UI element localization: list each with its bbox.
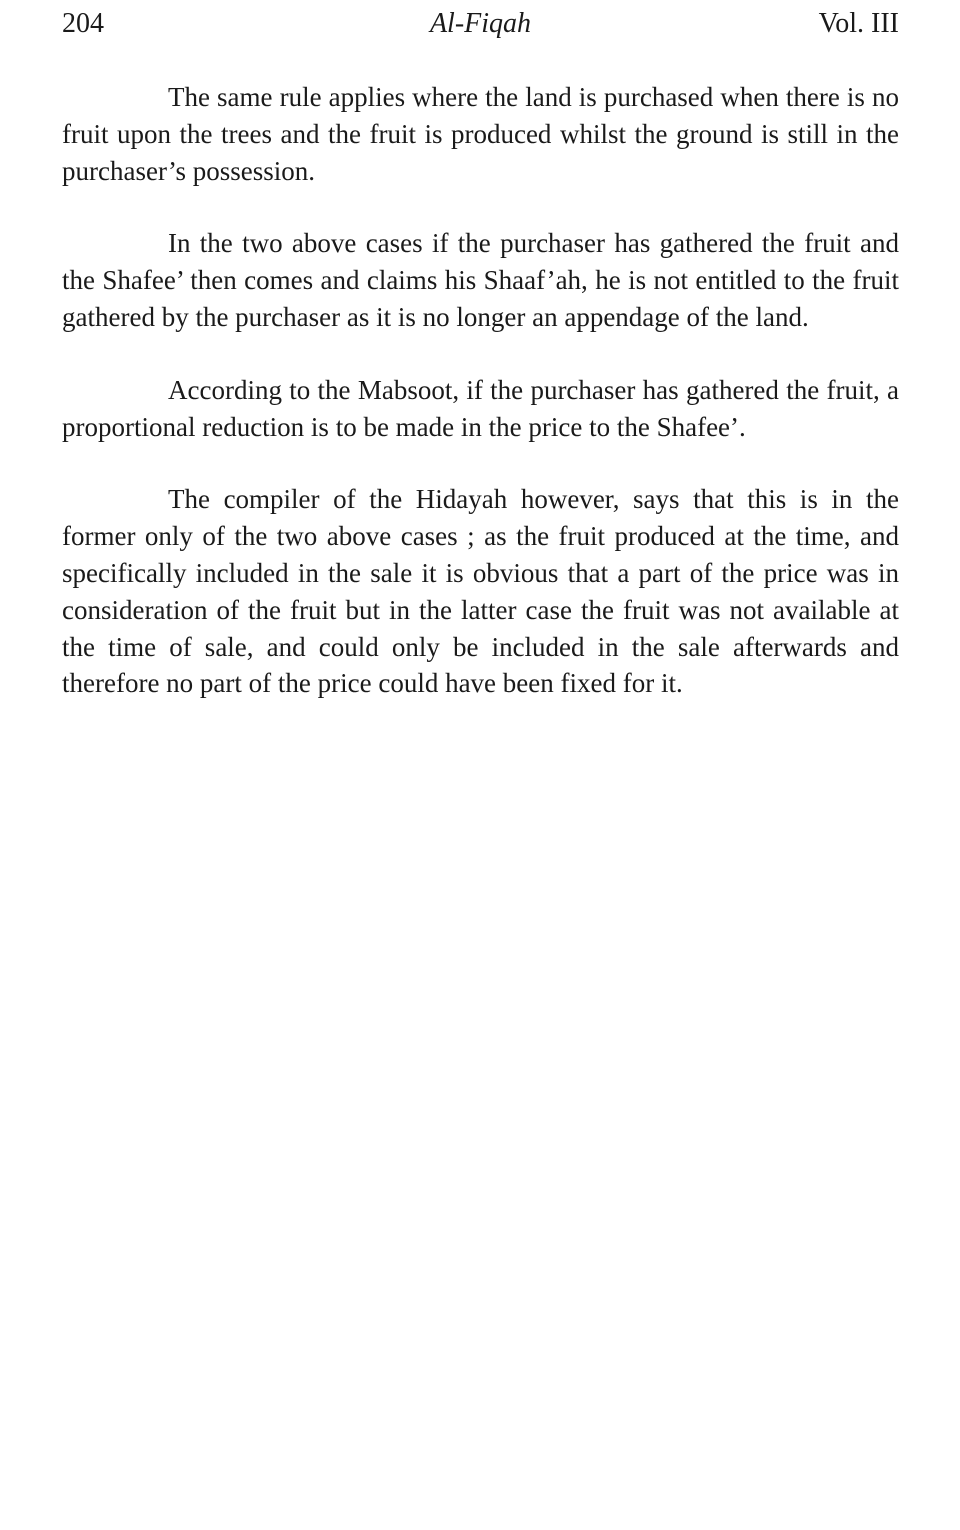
paragraph: The same rule applies where the land is purchased when there is no fruit upon the trees and the fruit is produced whilst the ground is still in the purchaser’s possession. xyxy=(62,82,899,186)
paragraph: In the two above cases if the purchaser has gathered the fruit and the Shafee’ then comes and claims his Shaaf’ah, he is not entitled to the fruit gathered by the purchaser as it is no longer an appendage of the land. xyxy=(62,228,899,332)
book-title: Al-Fiqah xyxy=(429,8,532,39)
paragraph: According to the Mabsoot, if the purchaser has gathered the fruit, a proportional reduction is to be made in the price to the Shafee’. xyxy=(62,374,899,442)
page-number: 204 xyxy=(62,8,104,39)
volume-label: Vol. III xyxy=(818,8,899,39)
page-body xyxy=(62,79,899,738)
paragraph: The compiler of the Hidayah however, says that this is in the former only of the two above cases ; as the fruit produced at the time, and specifically included in the sale it is obvious that a part of the price was in consideration of the fruit but in the latter case the fruit was not available at the time of sale, and could only be included in the sale afterwards and therefore no part of the price could have been fixed for it. xyxy=(62,484,899,699)
page-header xyxy=(62,6,899,42)
